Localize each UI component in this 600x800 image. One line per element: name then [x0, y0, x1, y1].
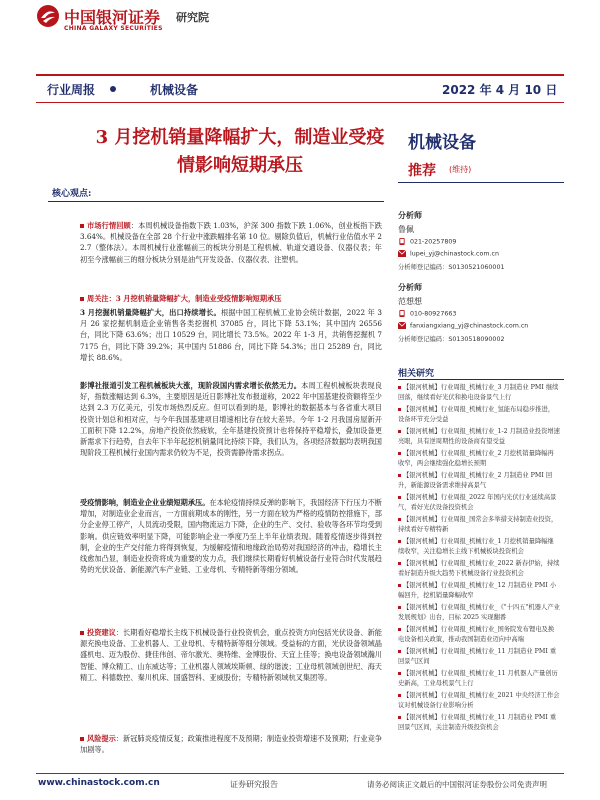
related-research-title: 【银河机械】行业周报_机械行业_12 月制造业 PMI 小幅回升，挖机销量降幅收窄 — [398, 582, 557, 599]
related-research-item[interactable] — [398, 537, 560, 557]
risk-label: 风险提示 — [87, 734, 116, 743]
risk-paragraph — [80, 733, 382, 755]
bullet-icon — [398, 650, 401, 653]
analyst-2-email[interactable]: fanxiangxiang_yj@chinastock.com.cn — [410, 322, 529, 330]
footer-disclaimer: 请务必阅读正文最后的中国银河证券股份公司免责声明 — [367, 780, 547, 789]
related-research-item[interactable] — [398, 647, 560, 667]
bullet-icon — [398, 496, 401, 499]
related-research-item[interactable] — [398, 383, 560, 403]
report-industry: 机械设备 — [150, 83, 199, 97]
logo-institute: 研究院 — [176, 11, 209, 24]
sector-rating-sub: (维持) — [449, 165, 472, 174]
email-icon — [398, 250, 406, 257]
bullet-icon — [398, 474, 401, 477]
analyst-2-phone: 010-80927663 — [410, 310, 457, 318]
header-rule-bottom — [36, 102, 564, 103]
bullet-icon — [398, 694, 401, 697]
related-research-title: 【银河机械】行业周报_机械行业_11 月制造业 PMI 重回景气区间，关注制造升级投资机会 — [398, 714, 557, 731]
related-research-item[interactable] — [398, 493, 560, 513]
related-research-item[interactable] — [398, 713, 560, 733]
related-research-item[interactable] — [398, 515, 560, 535]
investment-advice-text: ：长期看好稳增长主线下机械设备行业投资机会，重点投资方向包括光伏设备、新能源充换电设备、工业机器人、工业母机、专精特新等细分领域。受益标的方面，光伏设备领域晶盛机电、迈为股份、捷佳伟创、帝尔激光、奥特维、金博股份、天宜上佳等；换电设备领域瀚川智能、博众精工、山东威达等；工业机器人领域埃斯顿、绿的谐波；工业母机领域创世纪、海天精工、科德数控、秦川机床、国盛智科、亚威股份；专精特新领域杭叉集团等。 — [80, 628, 382, 682]
analyst-2-label: 分析师 — [398, 282, 422, 292]
related-research-title: 【银河机械】行业周报_机械行业_2021 中央经济工作会议对机械设备行业影响分析 — [398, 692, 560, 709]
email-icon — [398, 322, 406, 329]
bullet-icon — [398, 540, 401, 543]
related-research-item[interactable] — [398, 691, 560, 711]
related-research-heading: 相关研究 — [398, 369, 435, 379]
logo-chinese-name: 中国银河证券 — [64, 8, 161, 27]
footer-website-link[interactable]: www.chinastock.com.cn — [38, 778, 160, 788]
weekly-focus-paragraph — [80, 293, 382, 304]
phone-icon — [398, 310, 406, 317]
related-research-item[interactable] — [398, 405, 560, 425]
bullet-icon — [398, 716, 401, 719]
bullet-icon — [398, 408, 401, 411]
related-research-item[interactable] — [398, 471, 560, 491]
bullet-icon — [80, 737, 84, 741]
related-research-item[interactable] — [398, 603, 560, 623]
market-review-paragraph — [80, 220, 382, 265]
footer-rule — [36, 773, 564, 774]
bloomberg-lead: 影博社报道引发工程机械板块大涨，现阶段国内需求增长依然无力。 — [80, 381, 302, 390]
related-research-rule — [398, 379, 564, 380]
bullet-icon — [398, 628, 401, 631]
core-heading: 核心观点: — [52, 189, 92, 199]
weekly-focus-label: 周关注：3 月挖机销量降幅扩大，制造业受疫情影响短期承压 — [87, 294, 282, 303]
market-review-label: 市场行情回顾 — [87, 221, 131, 230]
footer-report-label: 证券研究报告 — [230, 780, 278, 789]
analyst-1-phone: 021-20257809 — [410, 238, 457, 246]
related-research-item[interactable] — [398, 559, 560, 579]
related-research-item[interactable] — [398, 449, 560, 469]
analyst-2-cert: 分析师登记编码：S0130518090002 — [398, 336, 505, 343]
related-research-title: 【银河机械】行业周报_2022 年国内光伏行业延续高景气，看好光伏设备投资机会 — [398, 494, 557, 511]
sector-name: 机械设备 — [408, 133, 476, 153]
right-column-rule — [398, 182, 564, 183]
header-rule-top — [36, 74, 564, 76]
galaxy-logo-icon — [36, 4, 60, 28]
related-research-title: 【银河机械】行业周报_机械行业_2022 新春伊始，持续看好制造升级大趋势下机械设备行业投资机会 — [398, 560, 560, 577]
related-research-title: 【银河机械】行业周报_机械行业_3 月制造业 PMI 继续回落，继续看好光伏和换电设备景气上行 — [398, 384, 559, 401]
related-research-list — [398, 383, 560, 735]
related-research-item[interactable] — [398, 427, 560, 447]
analyst-1-phone-row — [398, 238, 456, 246]
sector-rating: 推荐 — [408, 163, 436, 179]
bullet-icon — [398, 386, 401, 389]
excavator-text: 根据中国工程机械工业协会统计数据，2022 年 3 月 26 家挖掘机制造企业销售各类挖掘机 37085 台，同比下降 53.1%；其中国内 26556 台，同比下降 63.6%；出口 10529 台，同比增长 73.5%。2022 年 1-3 月，共销售挖掘机 77175 台，同比下降 39.2%；其中国内 51886 台，同比下降 54.3%；出口 25289 台，同比增长 88.6%。 — [80, 308, 383, 362]
core-heading-rule — [48, 201, 384, 202]
related-research-title: 【银河机械】行业周报_机械行业_2 月制造业 PMI 回升，新能源设备需求维持高景气 — [398, 472, 553, 489]
analyst-2-phone-row — [398, 310, 456, 318]
bullet-icon — [80, 224, 84, 228]
related-research-item[interactable] — [398, 669, 560, 689]
report-date: 2022 年 4 月 10 日 — [442, 83, 558, 97]
bloomberg-paragraph — [80, 380, 382, 458]
epidemic-text: 在本轮疫情持续反弹的影响下，我国经济下行压力不断增加，对制造业企业而言，一方面前期成本的刚性，另一方面在较为严格的疫情防控措施下，部分企业停工停产，人员流动受限，国内物流运力下降，企业的生产、交付、验收等各环节均受到影响。供应链效率明显下降，可能影响企业一季度乃至上半年业绩表现。随着疫情逐步得到控制，企业的生产交付能力将得到恢复，为缓解疫情和地缘政治局势对我国经济的冲击，稳增长主线愈加凸显，制造业投资将成为重要的发力点，我们继续长期看好机械设备行业符合时代发展趋势的光伏设备、新能源汽车产业链、工业母机、专精特新等细分领域。 — [80, 498, 382, 575]
related-research-title: 【银河机械】行业周报_机械行业_11 月制造业 PMI 重回景气区间 — [398, 648, 557, 665]
related-research-title: 【银河机械】行业周报_机械行业_《"十四五"机器人产业发展规划》出台，目标 2025 实现翻番 — [398, 604, 560, 621]
bullet-icon — [398, 606, 401, 609]
related-research-title: 【银河机械】行业周报_机械行业_2 月挖机销量降幅再收窄，两会继续强化稳增长预期 — [398, 450, 554, 467]
bullet-icon — [398, 672, 401, 675]
analyst-1-label: 分析师 — [398, 210, 422, 220]
related-research-title: 【银河机械】行业周报_机械行业_1-2 月制造业投资增速亮眼，具有逆周期性的设备商有望受益 — [398, 428, 560, 445]
epidemic-lead: 受疫情影响，制造业企业业绩短期承压。 — [80, 498, 210, 507]
report-title: 3 月挖机销量降幅扩大，制造业受疫情影响短期承压 — [95, 127, 385, 176]
related-research-item[interactable] — [398, 581, 560, 601]
market-review-text: ：本周机械设备指数下跌 1.03%，沪深 300 指数下跌 1.06%，创业板指下跌 3.64%。机械设备在全部 28 个行业中涨跌幅排名第 10 位。剔除负值后，机械行业估值水平 22.7（整体法）。本周机械行业涨幅前三的板块分别是工程机械、轨道交通设备、仪器仪表；年初至今涨幅前三的细分板块分别是油气开发设备、仪器仪表、注塑机。 — [80, 221, 382, 264]
analyst-1-email-row — [398, 250, 499, 258]
report-type-dot-icon — [110, 86, 116, 92]
excavator-paragraph — [80, 307, 382, 363]
related-research-title: 【银河机械】行业周报_机械行业_氢能布局稳步推进，设备环节充分受益 — [398, 406, 555, 423]
bullet-icon — [80, 297, 84, 301]
related-research-title: 【银河机械】行业周报_机械行业_国务院发布锂电及换电设备相关政策，推动我国制造业迈向中高端 — [398, 626, 555, 643]
analyst-1-name: 鲁佩 — [398, 225, 414, 234]
related-research-title: 【银河机械】行业周报_机械行业_11 月机器人产量创历史新高，工业母机景气上行 — [398, 670, 558, 687]
bullet-icon — [398, 562, 401, 565]
bloomberg-text: 本周工程机械板块表现良好，指数涨幅达到 6.3%，主要原因是近日影博社发布报道称，2022 年中国基建投资额将至少达到 2.3 万亿美元，引发市场热烈反应。但可以看到的是，影博社的数据基本与各省重大项目投资计划总和相对应，与今年我国基建项目增速相比存在较大差异。今年 1-2 月我国房屋新开工面积下降 12.2%，房地产投资依然疲软，全年基建投资预计也将保持平稳增长，叠加设备更新需求下行趋势，自去年下半年起挖机销量同比持续下降，我们认为，各项经济数据均表明我国现阶段工程机械行业国内需求仍较为不足，投资需静待需求拐点。 — [80, 381, 382, 458]
analyst-1-cert: 分析师登记编码：S0130521060001 — [398, 264, 505, 271]
analyst-2-name: 范想想 — [398, 297, 422, 306]
investment-advice-label: 投资建议 — [87, 628, 116, 637]
analyst-2-email-row — [398, 322, 528, 330]
related-research-title: 【银河机械】行业周报_机械行业_1 月挖机销量降幅继续收窄，关注稳增长主线下机械板块投资机会 — [398, 538, 554, 555]
bullet-icon — [80, 631, 84, 635]
excavator-lead: 3 月挖掘机销量降幅扩大，出口持续增长。 — [80, 308, 221, 317]
epidemic-paragraph — [80, 497, 382, 575]
bullet-icon — [398, 452, 401, 455]
phone-icon — [398, 238, 406, 245]
related-research-item[interactable] — [398, 625, 560, 645]
bullet-icon — [398, 584, 401, 587]
bullet-icon — [398, 518, 401, 521]
report-type: 行业周报 — [47, 83, 96, 97]
bullet-icon — [398, 430, 401, 433]
related-research-title: 【银河机械】行业周报_国常会多举措支持制造业投资，持续看好专精特新 — [398, 516, 558, 533]
analyst-1-email[interactable]: lupei_yj@chinastock.com.cn — [410, 250, 499, 258]
risk-text: ：新冠肺炎疫情反复；政策推进程度不及预期；制造业投资增速不及预期；行业竞争加剧等。 — [80, 734, 382, 755]
logo-english-name: CHINA GALAXY SECURITIES — [64, 25, 163, 32]
investment-advice-paragraph — [80, 627, 382, 683]
